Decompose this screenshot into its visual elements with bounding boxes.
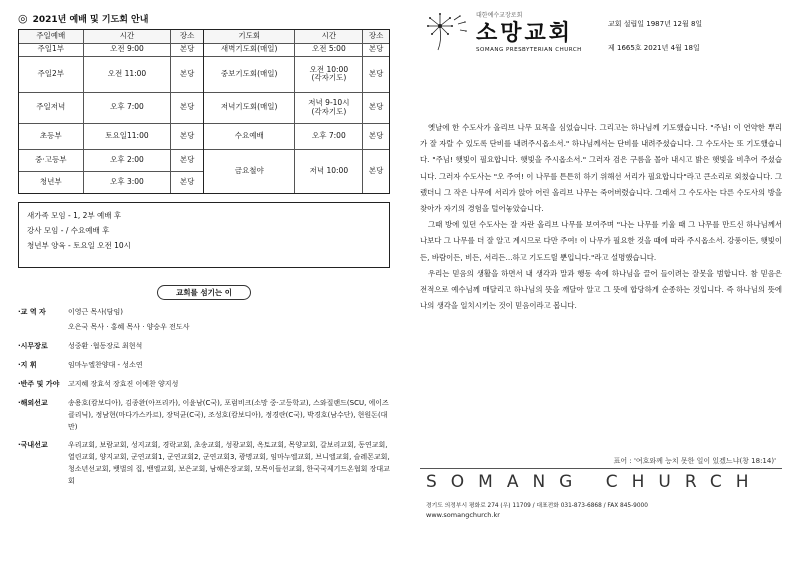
table-cell: 금요철야 [204, 149, 295, 193]
table-cell: 중·고등부 [19, 149, 83, 171]
staff-row [18, 359, 390, 372]
table-cell: 수요예배 [204, 123, 295, 149]
table-cell: 오후 3:00 [83, 171, 171, 193]
staff-row [18, 397, 390, 433]
table-cell: 본당 [171, 123, 203, 149]
staff-value: 오은국 목사 · 홍혜 목사 · 양승우 전도사 [68, 323, 190, 331]
staff-row [18, 378, 390, 391]
staff-label: ·반주 및 가야 [18, 380, 60, 388]
table-cell: 청년부 [19, 171, 83, 193]
table-cell: 토요일11:00 [83, 123, 171, 149]
table-cell: 주일1부 [19, 43, 83, 56]
paragraph: 옛날에 한 수도사가 올리브 나무 묘목을 심었습니다. 그리고는 하나님께 기도했습니다. "주님! 이 연약한 뿌리가 잘 자랄 수 있도록 단비를 내려주시옵소서." 하나님께서는 단비를 내려주셨습니다. 그 수도사는 또 기도했습니다. "주님! 햇빛이 필요합니다. 햇빛을 주시옵소서." 그러자 검은 구름을 몰아 내시고 밝은 햇빛을 비추어 주셨습니다. 그러자 수도사는 "오 주여! 이 나무를 튼튼히 하기 위해선 서리가 필요합니다"라고 큰소리로 외쳤습니다. 그랬더니 그 작은 나무에 서리가 앉아 어린 올리브 나무는 죽어버렸습니다. 그래서 그 수도사는 다른 수도사의 방을 찾아가 자기의 경험을 털어놓았습니다. [420, 123, 782, 214]
circle-mark-icon: ◎ [18, 11, 28, 25]
worship-table [19, 30, 203, 193]
table-cell: 저녁기도회(매일) [204, 92, 295, 123]
table-cell: 오전 9:00 [83, 43, 171, 56]
prayer-table [204, 30, 389, 193]
church-url[interactable]: www.somangchurch.kr [426, 511, 500, 519]
table-cell: 주일2부 [19, 56, 83, 92]
staff-label: ·국내선교 [18, 441, 48, 449]
table-cell: 본당 [171, 43, 203, 56]
church-eng-name: SOMANG PRESBYTERIAN CHURCH [476, 47, 582, 53]
staff-label [18, 321, 68, 334]
staff-value: 고지혜 장효석 장효진 이예찬 양지성 [68, 380, 179, 388]
staff-value: 임마누엘찬양대 - 성소연 [68, 361, 143, 369]
table-cell: 오후 7:00 [295, 123, 363, 149]
church-logo [420, 10, 600, 54]
staff-row [18, 439, 390, 487]
table-cell: 본당 [363, 149, 389, 193]
schedule-table [18, 29, 390, 194]
church-name: 소망교회 [476, 20, 574, 46]
meeting-item: 새가족 모임 - 1, 2부 예배 후 [27, 211, 122, 220]
staff-value: 송용호(캄보디아), 김종완(아프리카), 이윤남(C국), 포럼비크(소망 중·고등학교), 스와질랜드(SCU, 에이즈클리닉), 정남현(마다가스카르), 장덕균(C국), 조성호(캄보디아), 정경란(C국), 박경호(남수단), 현원돈(대만) [68, 399, 389, 431]
left-panel [18, 10, 390, 493]
sermon-text [420, 120, 782, 314]
table-cell: 본당 [171, 149, 203, 171]
bulletin-header [420, 10, 782, 90]
staff-label: ·해외선교 [18, 399, 48, 407]
staff-label: ·시무장로 [18, 342, 48, 350]
table-cell: 오전 11:00 [83, 56, 171, 92]
table-cell: 주일저녁 [19, 92, 83, 123]
denomination: 대한예수교장로회 [476, 12, 523, 19]
table-cell: 본당 [363, 92, 389, 123]
bulletin-info [608, 12, 702, 60]
worship-header: 주일예배 [19, 30, 83, 43]
issue-number: 제 1665호 2021년 4월 18일 [608, 44, 700, 52]
table-cell: 오전 5:00 [295, 43, 363, 56]
bulletin-footer [420, 456, 782, 519]
staff-row [18, 306, 390, 319]
table-cell: 오후 2:00 [83, 149, 171, 171]
meeting-item: 강사 모임 - / 수요예배 후 [27, 226, 110, 235]
staff-row [18, 340, 390, 353]
church-address: 경기도 의정부시 평화로 274 (우) 11709 / 대표전화 031-873-6868 / FAX 845-9000 [426, 503, 648, 509]
staff-label: ·지 휘 [18, 361, 37, 369]
table-cell: 본당 [363, 43, 389, 56]
staff-value: 우리교회, 보람교회, 성지교회, 경락교회, 초송교회, 성광교회, 옥토교회, 목양교회, 갈보리교회, 동연교회, 열린교회, 양지교회, 군연교회1, 군연교회2, 군연교회3, 광명교회, 임마누엘교회, 브니엘교회, 슬레몬교회, 청소년선교회, 뱃벌의 집, 밴엘교회, 보은교회, 남해은장교회, 모목이들선교회, 한국국제기드온협회 장대교회 [68, 441, 390, 485]
paragraph: 그때 방에 있던 수도사는 잘 자란 올리브 나무를 보여주며 "나는 나무를 키울 때 그 나무를 만드신 하나님께서 나보다 그 나무를 더 잘 알고 계시므로 다만 주여! 이 나무가 필요한 것을 때에 따라 주시옵소서. 강풍이든, 햇빛이든, 바람이든, 비든, 서리든...하고 기도드릴 뿐입니다."라고 설명했습니다. [420, 220, 782, 262]
meetings-box [18, 202, 390, 268]
staff-list [18, 306, 390, 487]
staff-row [18, 321, 390, 334]
footer-church-name: SOMANG CHURCH [420, 468, 782, 492]
table-cell: 본당 [363, 56, 389, 92]
table-cell: 오후 7:00 [83, 92, 171, 123]
prayer-place-header: 장소 [363, 30, 389, 43]
staff-title: 교회를 섬기는 이 [157, 285, 251, 300]
staff-label: ·교 역 자 [18, 308, 46, 316]
table-cell: 저녁 9-10시 (각자기도) [295, 92, 363, 123]
dandelion-logo-icon [420, 10, 472, 54]
prayer-time-header: 시간 [295, 30, 363, 43]
table-cell: 중보기도회(매일) [204, 56, 295, 92]
table-cell: 본당 [171, 56, 203, 92]
table-cell: 새벽기도회(매일) [204, 43, 295, 56]
meeting-item: 청년부 양육 - 토요일 오전 10시 [27, 241, 131, 250]
worship-place-header: 장소 [171, 30, 203, 43]
founded-date: 교회 설립일 1987년 12월 8일 [608, 20, 703, 28]
prayer-header: 기도회 [204, 30, 295, 43]
staff-value: 성중환 ·협동장로 최현석 [68, 342, 143, 350]
paragraph: 우리는 믿음의 생활을 하면서 내 생각과 말과 행동 속에 하나님을 끌어 들이려는 잘못을 범합니다. 참 믿음은 전적으로 예수님께 매달리고 하나님의 뜻을 깨달아 알고 그 뜻에 합당하게 순종하는 것입니다. 즉 하나님의 뜻에 나의 생각을 일치시키는 것이 믿음이라고 봅니다. [420, 268, 782, 311]
table-cell: 초등부 [19, 123, 83, 149]
schedule-title: 2021년 예배 및 기도회 안내 [32, 14, 149, 25]
table-cell: 본당 [171, 92, 203, 123]
staff-value: 이영근 목사(담임) [68, 308, 124, 316]
motto-verse: 표어 : '여호와께 능치 못한 일이 있겠느냐(창 18:14)' [613, 457, 776, 465]
table-cell: 본당 [171, 171, 203, 193]
table-cell: 저녁 10:00 [295, 149, 363, 193]
right-panel [420, 10, 782, 314]
worship-time-header: 시간 [83, 30, 171, 43]
table-cell: 오전 10:00 (각자기도) [295, 56, 363, 92]
table-cell: 본당 [363, 123, 389, 149]
schedule-section-title [18, 10, 390, 26]
